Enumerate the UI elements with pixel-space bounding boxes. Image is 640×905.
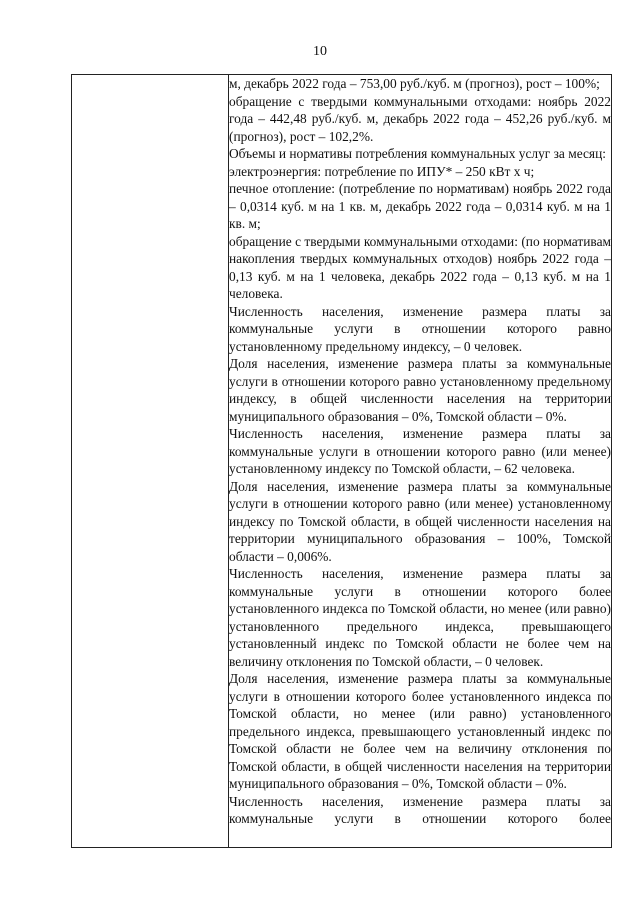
paragraph: м, декабрь 2022 года – 753,00 руб./куб. м (прогноз), рост – 100%;: [229, 76, 600, 91]
paragraph: Объемы и нормативы потребления коммунальных услуг за месяц:: [229, 146, 606, 161]
left-column-cell: [72, 75, 229, 848]
paragraph: Доля населения, изменение размера платы за коммунальные услуги в отношении которого равно (или менее) установленному индексу по Томской области, в общей численности населения на территории муниципального образования – 100%, Томской области – 0,006%.: [229, 478, 611, 564]
paragraph: электроэнергия: потребление по ИПУ* – 250 кВт х ч;: [229, 163, 535, 179]
paragraph: Численность населения, изменение размера платы за коммунальные услуги в отношении которого более: [229, 793, 611, 826]
paragraph: обращение с твердыми коммунальными отходами: ноябрь 2022 года – 442,48 руб./куб. м, декабрь 2022 года – 452,26 руб./куб. м (прогноз), рост – 102,2%.: [229, 93, 611, 144]
paragraph: обращение с твердыми коммунальными отходами: (по нормативам накопления твердых коммунальных отходов) ноябрь 2022 года – 0,13 куб. м на 1 человека, декабрь 2022 года – 0,13 куб. м на 1 человека.: [229, 233, 611, 301]
paragraph: Численность населения, изменение размера платы за коммунальные услуги в отношении которого более установленного индекса по Томской области, но менее (или равно) установленного предельного индекса, превышающего установленный индекс по Томской области не более чем на величину отклонения по Томской области, – 0 человек.: [229, 566, 611, 669]
table-row: [72, 75, 612, 848]
paragraph: Доля населения, изменение размера платы за коммунальные услуги в отношении которого равно установленному предельному индексу, в общей численности населения на территории муниципального образования – 0%, Томской области – 0%.: [229, 356, 611, 424]
content-table: [71, 74, 612, 848]
right-column-cell: [229, 75, 612, 848]
paragraph: Доля населения, изменение размера платы за коммунальные услуги в отношении которого более установленного индекса по Томской области, но менее (или равно) установленного предельного индекса, превышающего установленный индекс по Томской области не более чем на величину отклонения по Томской области, в общей численности населения на территории муниципального образования – 0%, Томской области – 0%.: [229, 671, 611, 791]
page-number: 10: [313, 44, 327, 59]
paragraph: Численность населения, изменение размера платы за коммунальные услуги в отношении которого равно (или менее) установленному индексу по Томской области, – 62 человека.: [229, 426, 611, 476]
paragraph: печное отопление: (потребление по нормативам) ноябрь 2022 года – 0,0314 куб. м на 1 кв. м, декабрь 2022 года – 0,0314 куб. м на 1 кв. м;: [229, 181, 611, 231]
paragraph: Численность населения, изменение размера платы за коммунальные услуги в отношении которого равно установленному предельному индексу, – 0 человек.: [229, 303, 611, 354]
